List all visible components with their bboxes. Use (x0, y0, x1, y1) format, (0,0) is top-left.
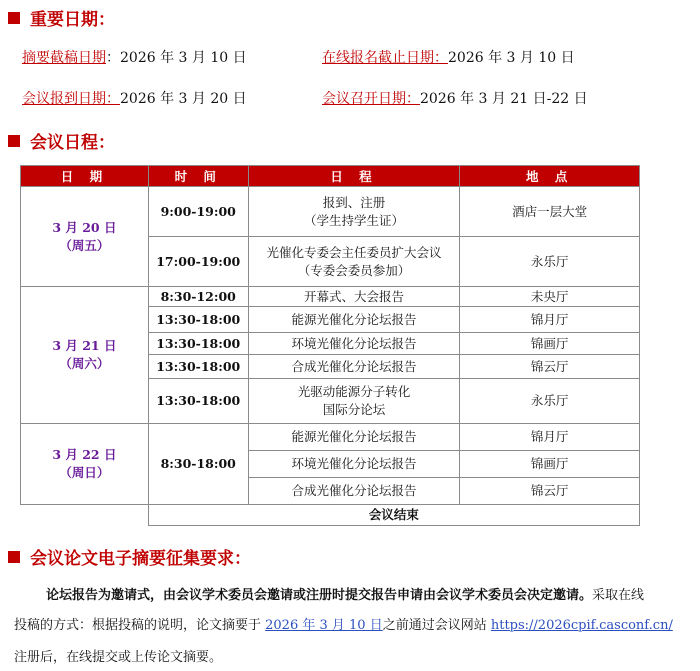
section-title: 重要日期： (30, 10, 115, 30)
square-bullet-icon (8, 551, 20, 563)
abstract-paragraph-line-1: 论坛报告为邀请式，由会议学术委员会邀请或注册时提交报告申请由会议学术委员会决定邀请。采取在线 (46, 588, 645, 603)
conference-date: 会议召开日期：2026 年 3 月 21 日-22 日 (322, 91, 588, 107)
meeting-end: 会议结束 (148, 505, 639, 526)
table-row: 合成光催化分论坛报告 锦云厅 (21, 478, 640, 505)
square-bullet-icon (8, 12, 20, 24)
table-row: 环境光催化分论坛报告 锦画厅 (21, 451, 640, 478)
day-cell: 3 月 22 日 （周日） (21, 424, 149, 505)
section-title: 会议日程： (30, 133, 115, 153)
header-time: 时 间 (148, 166, 248, 187)
conference-website-link[interactable]: https://2026cpif.casconf.cn/ (490, 618, 673, 633)
deadline-link[interactable]: 2026 年 3 月 10 日 (265, 618, 383, 633)
schedule-table (20, 165, 640, 526)
checkin-date: 会议报到日期：2026 年 3 月 20 日 (22, 91, 247, 107)
table-header-row (21, 166, 640, 187)
section-title: 会议论文电子摘要征集要求： (30, 549, 251, 569)
abstract-deadline: 摘要截稿日期：2026 年 3 月 10 日 (22, 50, 247, 66)
day-cell: 3 月 20 日 （周五） (21, 187, 149, 287)
table-row: 3 月 20 日 （周五） 9:00-19:00 报到、注册 （学生持学生证） 酒店一层大堂 (21, 187, 640, 237)
agenda-cell: 报到、注册 （学生持学生证） (248, 187, 460, 237)
schedule-heading (8, 128, 115, 153)
abstract-paragraph-line-3: 注册后，在线提交或上传论文摘要。 (14, 650, 223, 665)
square-bullet-icon (8, 135, 20, 147)
abstract-paragraph-line-2: 投稿的方式：根据投稿的说明，论文摘要于 2026 年 3 月 10 日之前通过会议网站 https://2026cpif.casconf.cn/ (14, 618, 673, 633)
header-date: 日 期 (21, 166, 149, 187)
important-dates-heading (8, 5, 115, 30)
day-cell: 3 月 21 日 （周六） (21, 287, 149, 424)
header-agenda: 日 程 (248, 166, 460, 187)
table-row: 13:30-18:00 合成光催化分论坛报告 锦云厅 (21, 355, 640, 379)
table-row: 13:30-18:00 光驱动能源分子转化 国际分论坛 永乐厅 (21, 379, 640, 424)
table-row: 13:30-18:00 能源光催化分论坛报告 锦月厅 (21, 307, 640, 333)
online-registration-deadline: 在线报名截止日期：2026 年 3 月 10 日 (322, 50, 575, 66)
table-row (21, 505, 640, 526)
table-row: 13:30-18:00 环境光催化分论坛报告 锦画厅 (21, 333, 640, 355)
agenda-cell: 光催化专委会主任委员扩大会议 （专委会委员参加） (248, 237, 460, 287)
agenda-cell: 光驱动能源分子转化 国际分论坛 (248, 379, 460, 424)
header-venue: 地 点 (460, 166, 640, 187)
abstract-requirements-heading (8, 544, 251, 569)
table-row: 17:00-19:00 光催化专委会主任委员扩大会议 （专委会委员参加） 永乐厅 (21, 237, 640, 287)
table-row: 3 月 22 日 （周日） 8:30-18:00 能源光催化分论坛报告 锦月厅 (21, 424, 640, 451)
table-row: 3 月 21 日 （周六） 8:30-12:00 开幕式、大会报告 未央厅 (21, 287, 640, 307)
